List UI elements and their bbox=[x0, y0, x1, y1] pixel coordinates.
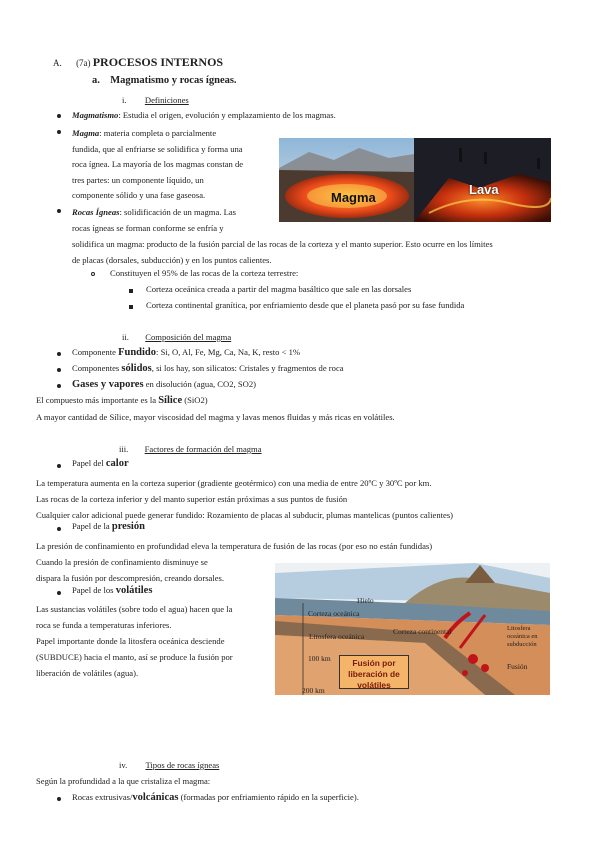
depth-100km: 100 km bbox=[308, 654, 331, 663]
tipos-post: (formadas por enfriamiento rápido en la superficie). bbox=[178, 792, 359, 802]
comp-bold: sólidos bbox=[121, 363, 152, 374]
magma-lava-photo bbox=[279, 138, 551, 222]
bullet-icon bbox=[57, 209, 61, 213]
text-line: dispara la fusión por descompresión, creando dorsales. bbox=[36, 573, 225, 583]
section-num: iii. bbox=[119, 444, 129, 454]
comp-post: , si los hay, son silicatos: Cristales y fragmentos de roca bbox=[151, 363, 344, 373]
definition-line: componente sólido y una fase gaseosa. bbox=[72, 190, 206, 200]
text-line: La presión de confinamiento en profundidad eleva la temperatura de fusión de las rocas (por eso no están fundidas) bbox=[36, 541, 433, 551]
section-iv bbox=[119, 760, 219, 770]
photo-graphic bbox=[279, 138, 551, 222]
definition-text: : Estudia el origen, evolución y emplazamiento de los magmas. bbox=[118, 110, 336, 120]
tipos-pre: Rocas extrusivas/ bbox=[72, 792, 133, 802]
comp-solidos bbox=[72, 363, 344, 374]
silice-post: (SiO2) bbox=[182, 395, 208, 405]
section-num: i. bbox=[122, 95, 127, 105]
definition-line: tres partes: un componente líquido, un bbox=[72, 174, 204, 185]
comp-post: : Si, O, Al, Fe, Mg, Ca, Na, K, resto < 1% bbox=[156, 347, 301, 357]
bullet-icon bbox=[57, 464, 61, 468]
section-i bbox=[122, 95, 189, 105]
fusion-box: Fusión por liberación de volátiles bbox=[339, 655, 409, 689]
label-litosfera-descendente: Litosfera oceánica en subducción bbox=[507, 625, 538, 648]
subheading bbox=[92, 75, 237, 86]
silice-note: A mayor cantidad de Sílice, mayor viscosidad del magma y lavas menos fluidas y más ricas en volátiles. bbox=[36, 412, 395, 422]
comp-post: en disolución (agua, CO2, SO2) bbox=[143, 379, 256, 389]
term: Rocas Ígneas bbox=[72, 207, 120, 217]
square-bullet-icon bbox=[129, 305, 133, 309]
def-magma bbox=[72, 126, 243, 204]
bullet-icon bbox=[57, 352, 61, 356]
label-fusion: Fusión bbox=[507, 662, 528, 671]
papel-volatiles bbox=[72, 585, 152, 596]
papel-bold: volátiles bbox=[115, 585, 153, 596]
comp-pre: Componente bbox=[72, 347, 119, 357]
definition-text: : materia completa o parcialmente bbox=[99, 128, 217, 138]
subheading-title: Magmatismo y rocas ígneas. bbox=[110, 75, 237, 86]
term: Magma bbox=[72, 128, 100, 138]
papel-pre: Papel del bbox=[72, 458, 106, 468]
definition-line: rocas ígneas se forman conforme se enfría y bbox=[72, 223, 224, 233]
subduction-diagram bbox=[275, 563, 550, 695]
tipos-extrusivas bbox=[72, 792, 359, 803]
bullet-icon bbox=[57, 130, 61, 134]
papel-pre: Papel de los bbox=[72, 585, 116, 595]
magma-label: Magma bbox=[331, 190, 376, 205]
papel-bold: calor bbox=[105, 458, 129, 469]
subheading-letter: a. bbox=[92, 75, 100, 86]
comp-pre: Componentes bbox=[72, 363, 122, 373]
list-item: Corteza oceánica creada a partir del magma basáltico que sale en las dorsales bbox=[146, 284, 412, 294]
comp-gases bbox=[72, 379, 256, 390]
comp-fundido bbox=[72, 347, 300, 358]
text-line: roca se funda a temperaturas inferiores. bbox=[36, 620, 172, 630]
page-title: PROCESOS INTERNOS bbox=[92, 55, 224, 69]
def-magmatismo bbox=[72, 110, 336, 120]
bullet-icon bbox=[57, 384, 61, 388]
bullet-icon bbox=[57, 797, 61, 801]
text-line: Las sustancias volátiles (sobre todo el agua) hacen que la bbox=[36, 604, 233, 614]
term: Magmatismo bbox=[72, 110, 119, 120]
label-litosfera-oceanica: Litosfera oceánica bbox=[309, 632, 365, 641]
sub-item: Constituyen el 95% de las rocas de la corteza terrestre: bbox=[110, 268, 299, 278]
tipos-bold: volcánicas bbox=[132, 792, 179, 803]
volatiles-text bbox=[36, 601, 233, 681]
label-corteza-oceanica: Corteza oceánica bbox=[308, 609, 360, 618]
text-line: liberación de volátiles (agua). bbox=[36, 668, 139, 678]
lava-label: Lava bbox=[469, 182, 499, 197]
definition-line: solidifica un magma: producto de la fusión parcial de las rocas de la corteza y el manto superior. Esto ocurre en los límites bbox=[72, 239, 493, 249]
text-line: Las rocas de la corteza inferior y del manto superior están próximas a sus puntos de fusión bbox=[36, 494, 348, 504]
definition-text: : solidificación de un magma. Las bbox=[119, 207, 236, 217]
comp-bold: Fundido bbox=[118, 347, 157, 358]
silice-bold: Sílice bbox=[158, 395, 183, 406]
section-iii bbox=[119, 444, 262, 454]
calor-text bbox=[36, 475, 453, 523]
papel-presion bbox=[72, 521, 145, 532]
text-line: La temperatura aumenta en la corteza superior (gradiente geotérmico) con una media de entre 20ºC y 30ºC por km. bbox=[36, 478, 432, 488]
label-hielo: Hielo bbox=[357, 596, 374, 605]
definition-line: fundida, que al enfriarse se solidifica y forma una bbox=[72, 143, 243, 154]
bullet-icon bbox=[57, 527, 61, 531]
section-num: iv. bbox=[119, 760, 128, 770]
silice-line bbox=[36, 395, 208, 406]
silice-pre: El compuesto más importante es la bbox=[36, 395, 159, 405]
bullet-icon bbox=[57, 368, 61, 372]
section-title: Composición del magma bbox=[145, 332, 232, 342]
text-line: Cualquier calor adicional puede generar fundido: Rozamiento de placas al subducir, plumas mantelicas (puntos calientes) bbox=[36, 510, 454, 520]
label-corteza-continental: Corteza continental bbox=[393, 627, 452, 636]
depth-200km: 200 km bbox=[302, 686, 325, 695]
comp-bold: Gases y vapores bbox=[72, 379, 144, 390]
heading-tag: (7a) bbox=[76, 58, 91, 68]
heading-a bbox=[53, 55, 223, 70]
circle-bullet-icon bbox=[91, 272, 95, 276]
heading-letter: A. bbox=[53, 58, 62, 68]
square-bullet-icon bbox=[129, 289, 133, 293]
papel-pre: Papel de la bbox=[72, 521, 112, 531]
papel-calor bbox=[72, 458, 129, 469]
definition-line: roca ígnea. La mayoría de los magmas constan de bbox=[72, 159, 244, 169]
text-line: Cuando la presión de confinamiento disminuye se bbox=[36, 557, 208, 567]
section-ii bbox=[122, 332, 231, 342]
definition-line: de placas (dorsales, subducción) y en los puntos calientes. bbox=[72, 255, 272, 265]
text-line: (SUBDUCE) hacia el manto, así se produce la fusión por bbox=[36, 652, 233, 662]
bullet-icon bbox=[57, 591, 61, 595]
section-title: Tipos de rocas ígneas bbox=[145, 760, 220, 770]
papel-bold: presión bbox=[111, 521, 145, 532]
section-num: ii. bbox=[122, 332, 129, 342]
bullet-icon bbox=[57, 114, 61, 118]
section-title: Factores de formación del magma bbox=[144, 444, 262, 454]
list-item: Corteza continental granítica, por enfriamiento desde que el planeta pasó por su fase fundida bbox=[146, 300, 465, 310]
text-line: Papel importante donde la litosfera oceánica desciende bbox=[36, 636, 225, 646]
tipos-intro: Según la profundidad a la que cristaliza el magma: bbox=[36, 776, 211, 786]
section-title: Definiciones bbox=[144, 95, 189, 105]
